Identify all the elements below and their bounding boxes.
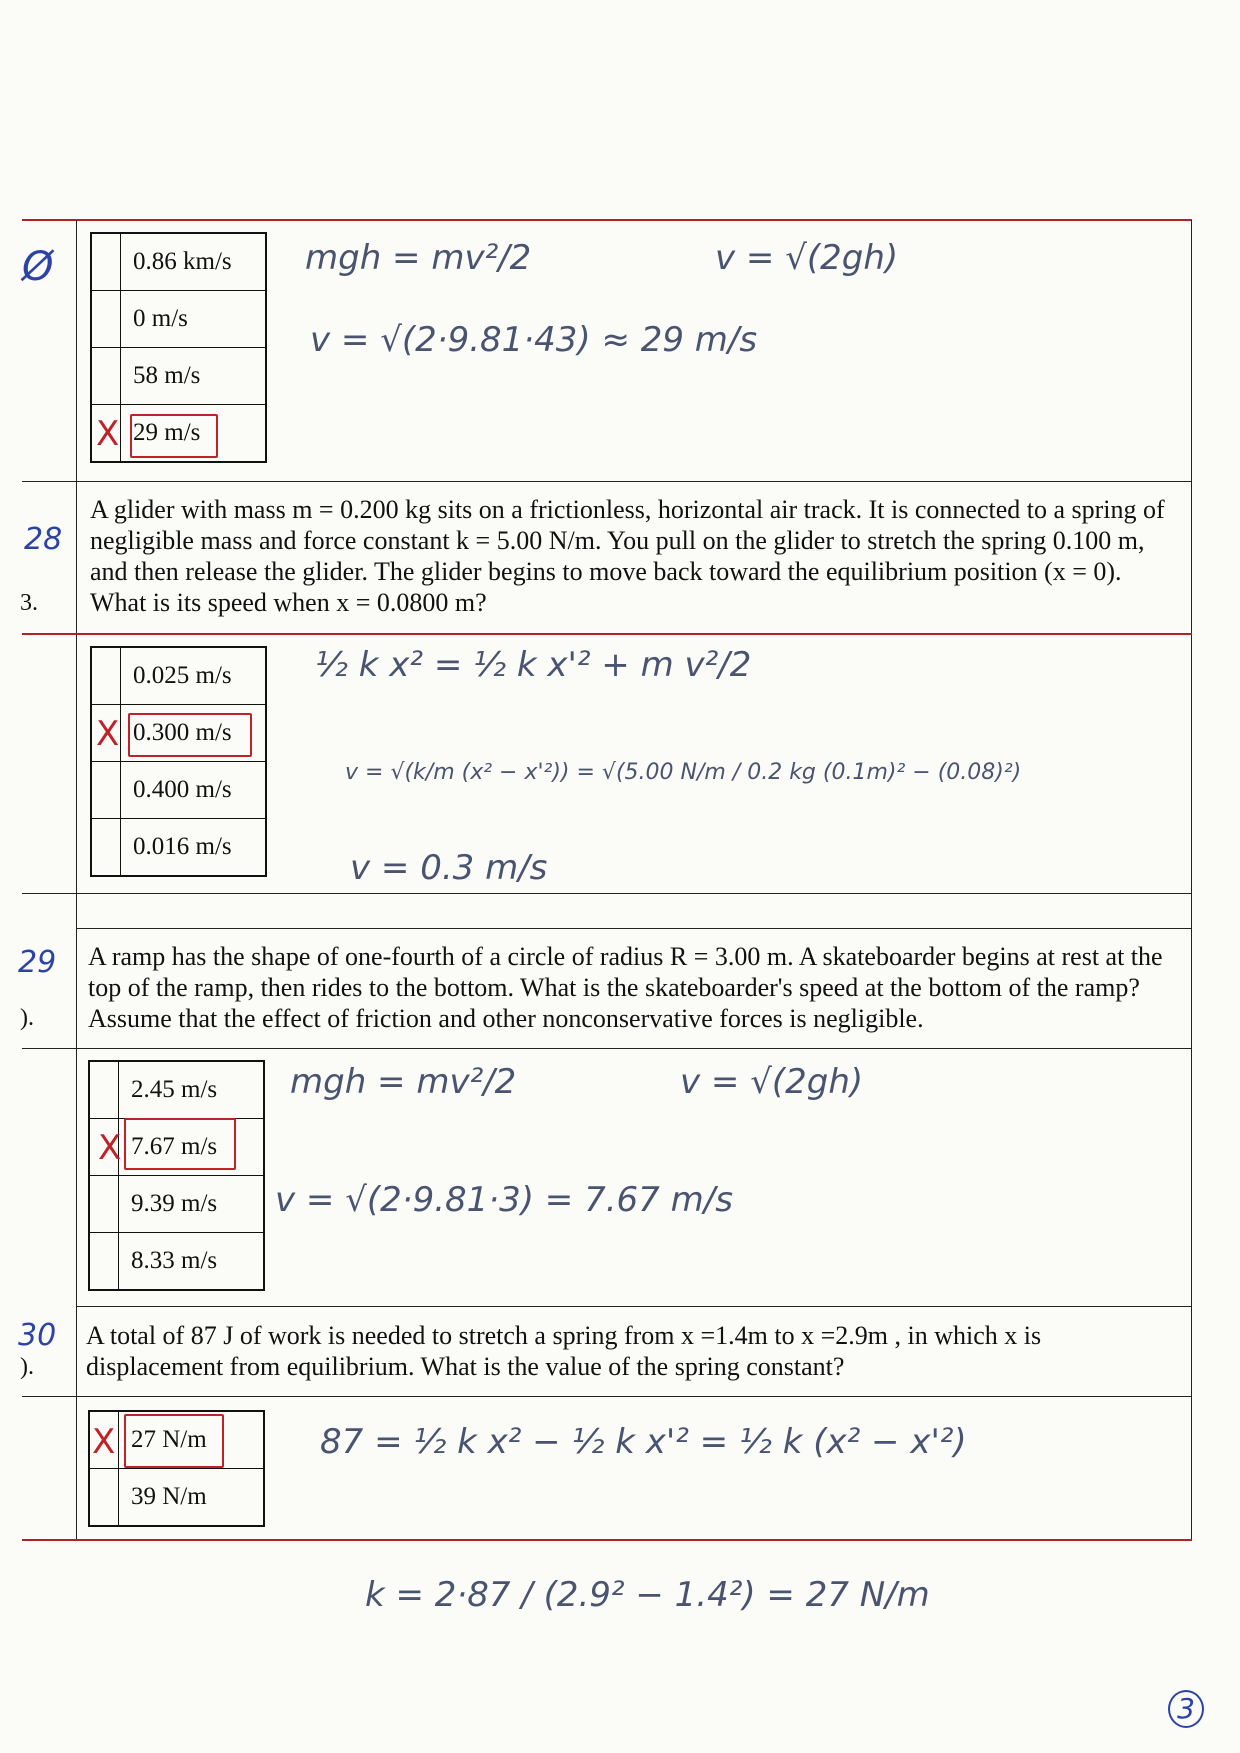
x-mark-icon: X bbox=[96, 414, 120, 454]
option-label: 0.025 m/s bbox=[121, 647, 267, 705]
options-table-q2 bbox=[90, 646, 267, 877]
option-row[interactable] bbox=[89, 1233, 264, 1291]
margin-mark-q4: 30 bbox=[18, 1318, 57, 1353]
handwritten-work-q4-b: k = 2·87 / (2.9² − 1.4²) = 27 N/m bbox=[365, 1575, 930, 1615]
question-divider bbox=[22, 893, 1192, 894]
option-row[interactable] bbox=[91, 647, 266, 705]
option-row[interactable] bbox=[91, 348, 266, 405]
handwritten-work-q2-b: v = √(k/m (x² − x'²)) = √(5.00 N/m / 0.2 kg (0.1m)² − (0.08)²) bbox=[345, 760, 1022, 785]
margin-mark-q1: Ø bbox=[22, 244, 54, 290]
option-label: 58 m/s bbox=[121, 348, 267, 405]
option-row[interactable] bbox=[91, 762, 266, 819]
option-label: 29 m/s bbox=[121, 405, 267, 463]
option-label: 27 N/m bbox=[119, 1411, 265, 1469]
option-label: 7.67 m/s bbox=[119, 1119, 265, 1176]
option-label: 0.016 m/s bbox=[121, 819, 267, 877]
option-label: 0.300 m/s bbox=[121, 705, 267, 762]
option-label: 0 m/s bbox=[121, 291, 267, 348]
handwritten-work-q1-b: v = √(2gh) bbox=[715, 238, 899, 278]
answer-circle bbox=[124, 1118, 236, 1170]
frame-right bbox=[1191, 220, 1192, 1540]
option-label: 0.86 km/s bbox=[121, 233, 267, 291]
question-number: 3. bbox=[20, 590, 38, 616]
option-label: 8.33 m/s bbox=[119, 1233, 265, 1291]
handwritten-work-q2-a: ½ k x² = ½ k x'² + m v²/2 bbox=[315, 645, 752, 685]
handwritten-work-q1-a: mgh = mv²/2 bbox=[305, 238, 532, 278]
question-divider bbox=[76, 928, 1192, 929]
question-number: ). bbox=[20, 1354, 34, 1380]
option-label: 2.45 m/s bbox=[119, 1061, 265, 1119]
option-label: 9.39 m/s bbox=[119, 1176, 265, 1233]
x-mark-icon: X bbox=[98, 1128, 122, 1168]
option-row[interactable] bbox=[89, 1176, 264, 1233]
option-row[interactable] bbox=[91, 819, 266, 877]
margin-mark-q3: 29 bbox=[18, 945, 57, 980]
frame-left bbox=[76, 220, 77, 1540]
option-row[interactable] bbox=[89, 1469, 264, 1527]
question-divider bbox=[22, 1396, 1192, 1397]
question-text: A glider with mass m = 0.200 kg sits on a frictionless, horizontal air track. It is connected to a spring of negligible mass and force constant k = 5.00 N/m. You pull on the glider to stretch the spring 0.100 m, and then release the glider. The glider begins to move back toward the equilibrium position (x = 0). What is its speed when x = 0.0800 m? bbox=[90, 495, 1165, 617]
question-divider bbox=[22, 1048, 1192, 1049]
answer-circle bbox=[124, 1414, 224, 1468]
options-table-q3 bbox=[88, 1060, 265, 1291]
x-mark-icon: X bbox=[92, 1422, 116, 1462]
option-row[interactable] bbox=[91, 291, 266, 348]
option-row[interactable] bbox=[89, 1061, 264, 1119]
question-text: A total of 87 J of work is needed to stretch a spring from x =1.4m to x =2.9m , in which x is displacement from equilibrium. What is the value of the spring constant? bbox=[86, 1321, 1042, 1381]
section-top-rule bbox=[22, 219, 1192, 221]
option-label: 0.400 m/s bbox=[121, 762, 267, 819]
question-divider bbox=[22, 633, 1192, 635]
handwritten-work-q4-a: 87 = ½ k x² − ½ k x'² = ½ k (x² − x'²) bbox=[320, 1422, 967, 1462]
handwritten-work-q2-c: v = 0.3 m/s bbox=[350, 848, 548, 888]
answer-circle bbox=[130, 414, 218, 458]
page-number: 3 bbox=[1168, 1690, 1204, 1728]
section-bottom-rule bbox=[22, 1539, 1192, 1541]
option-label: 39 N/m bbox=[119, 1469, 265, 1527]
answer-circle bbox=[128, 713, 252, 757]
handwritten-work-q3-a: mgh = mv²/2 bbox=[290, 1062, 517, 1102]
handwritten-work-q3-b: v = √(2gh) bbox=[680, 1062, 864, 1102]
margin-mark-q2: 28 bbox=[24, 522, 63, 557]
question-divider bbox=[22, 481, 1192, 482]
question-divider bbox=[76, 1306, 1192, 1307]
option-row[interactable] bbox=[91, 233, 266, 291]
question-number: ). bbox=[20, 1005, 34, 1031]
question-text: A ramp has the shape of one-fourth of a circle of radius R = 3.00 m. A skateboarder begins at rest at the top of the ramp, then rides to the bottom. What is the skateboarder's speed at the bottom of the ramp? Assume that the effect of friction and other nonconservative forces is negligible. bbox=[88, 942, 1163, 1033]
handwritten-work-q3-c: v = √(2·9.81·3) = 7.67 m/s bbox=[275, 1180, 733, 1220]
x-mark-icon: X bbox=[96, 714, 120, 754]
handwritten-work-q1-c: v = √(2·9.81·43) ≈ 29 m/s bbox=[310, 320, 758, 360]
